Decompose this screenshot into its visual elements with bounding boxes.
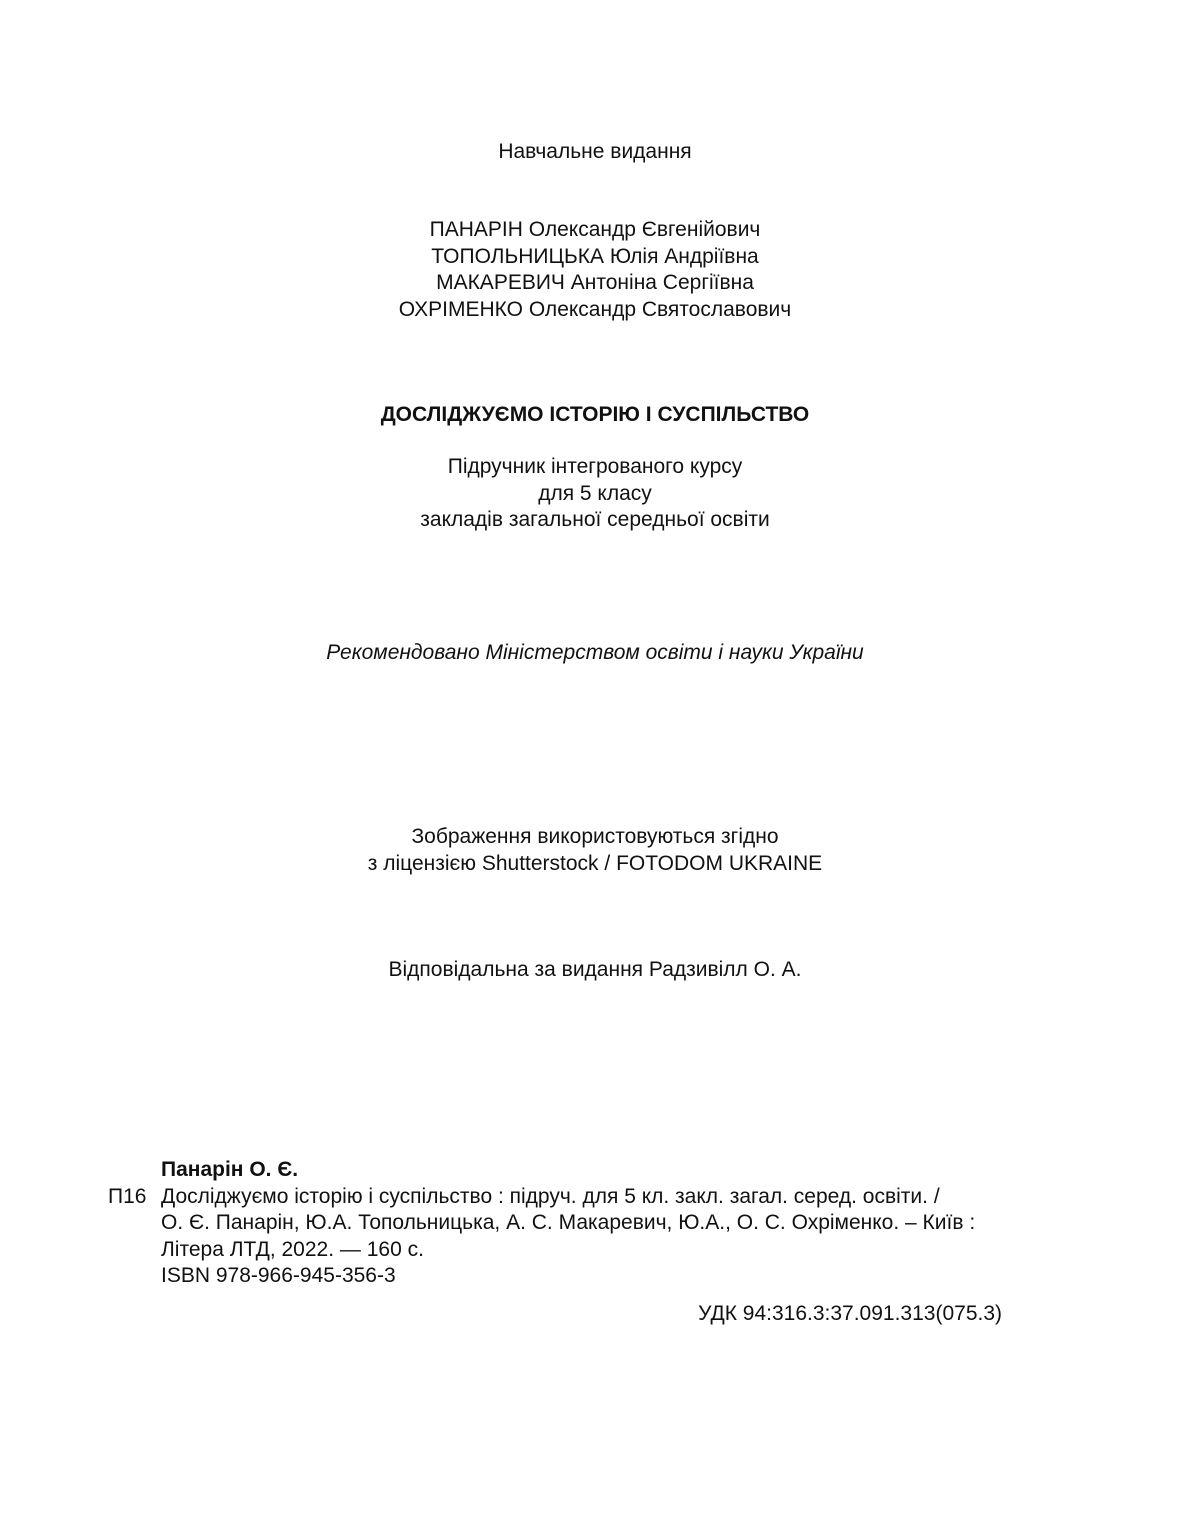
- catalog-author-heading: Панарін О. Є.: [161, 1158, 299, 1181]
- book-title: [0, 402, 1190, 429]
- catalog-record: [108, 1157, 1008, 1290]
- book-subtitle: [0, 454, 1190, 534]
- author-name: МАКАРЕВИЧ Антоніна Сергіївна: [436, 271, 754, 294]
- catalog-line: Літера ЛТД, 2022. — 160 с.: [161, 1237, 424, 1261]
- image-license-note: [0, 824, 1190, 877]
- authors-list: [0, 217, 1190, 323]
- author-name: ТОПОЛЬНИЦЬКА Юлія Андріївна: [431, 244, 759, 268]
- catalog-row: [108, 1237, 1008, 1264]
- edition-type: [0, 139, 1190, 166]
- catalog-row: [108, 1263, 1008, 1290]
- author-name: ОХРІМЕНКО Олександр Святославович: [398, 297, 792, 321]
- subtitle-line: закладів загальної середньої освіти: [420, 508, 770, 531]
- edition-type-text: Навчальне видання: [498, 140, 692, 163]
- catalog-row: [108, 1184, 1008, 1211]
- catalog-line: О. Є. Панарін, Ю.А. Топольницька, А. С. Макаревич, Ю.А., О. С. Охріменко. – Київ :: [161, 1211, 976, 1234]
- book-title-text: ДОСЛІДЖУЄМО ІСТОРІЮ І СУСПІЛЬСТВО: [380, 403, 810, 426]
- catalog-line: Досліджуємо історію і суспільство : підруч. для 5 кл. закл. загал. серед. освіти. /: [161, 1184, 940, 1208]
- ministry-recommendation: [0, 640, 1190, 667]
- responsible-editor: [0, 957, 1190, 984]
- subtitle-line: для 5 класу: [538, 481, 652, 505]
- recommendation-text: Рекомендовано Міністерством освіти і науки України: [326, 641, 864, 664]
- catalog-isbn: ISBN 978-966-945-356-3: [161, 1264, 396, 1287]
- catalog-row: [108, 1210, 1008, 1237]
- license-line: з ліцензією Shutterstock / FOTODOM UKRAINE: [367, 851, 823, 875]
- udc-code: УДК 94:316.3:37.091.313(075.3): [698, 1302, 1002, 1325]
- catalog-row: [108, 1157, 1008, 1184]
- author-name: ПАНАРІН Олександр Євгенійович: [429, 218, 761, 241]
- catalog-code: П16: [108, 1184, 147, 1208]
- responsible-text: Відповідальна за видання Радзивілл О. А.: [388, 958, 802, 981]
- license-line: Зображення використовуються згідно: [411, 825, 779, 848]
- subtitle-line: Підручник інтегрованого курсу: [447, 455, 743, 478]
